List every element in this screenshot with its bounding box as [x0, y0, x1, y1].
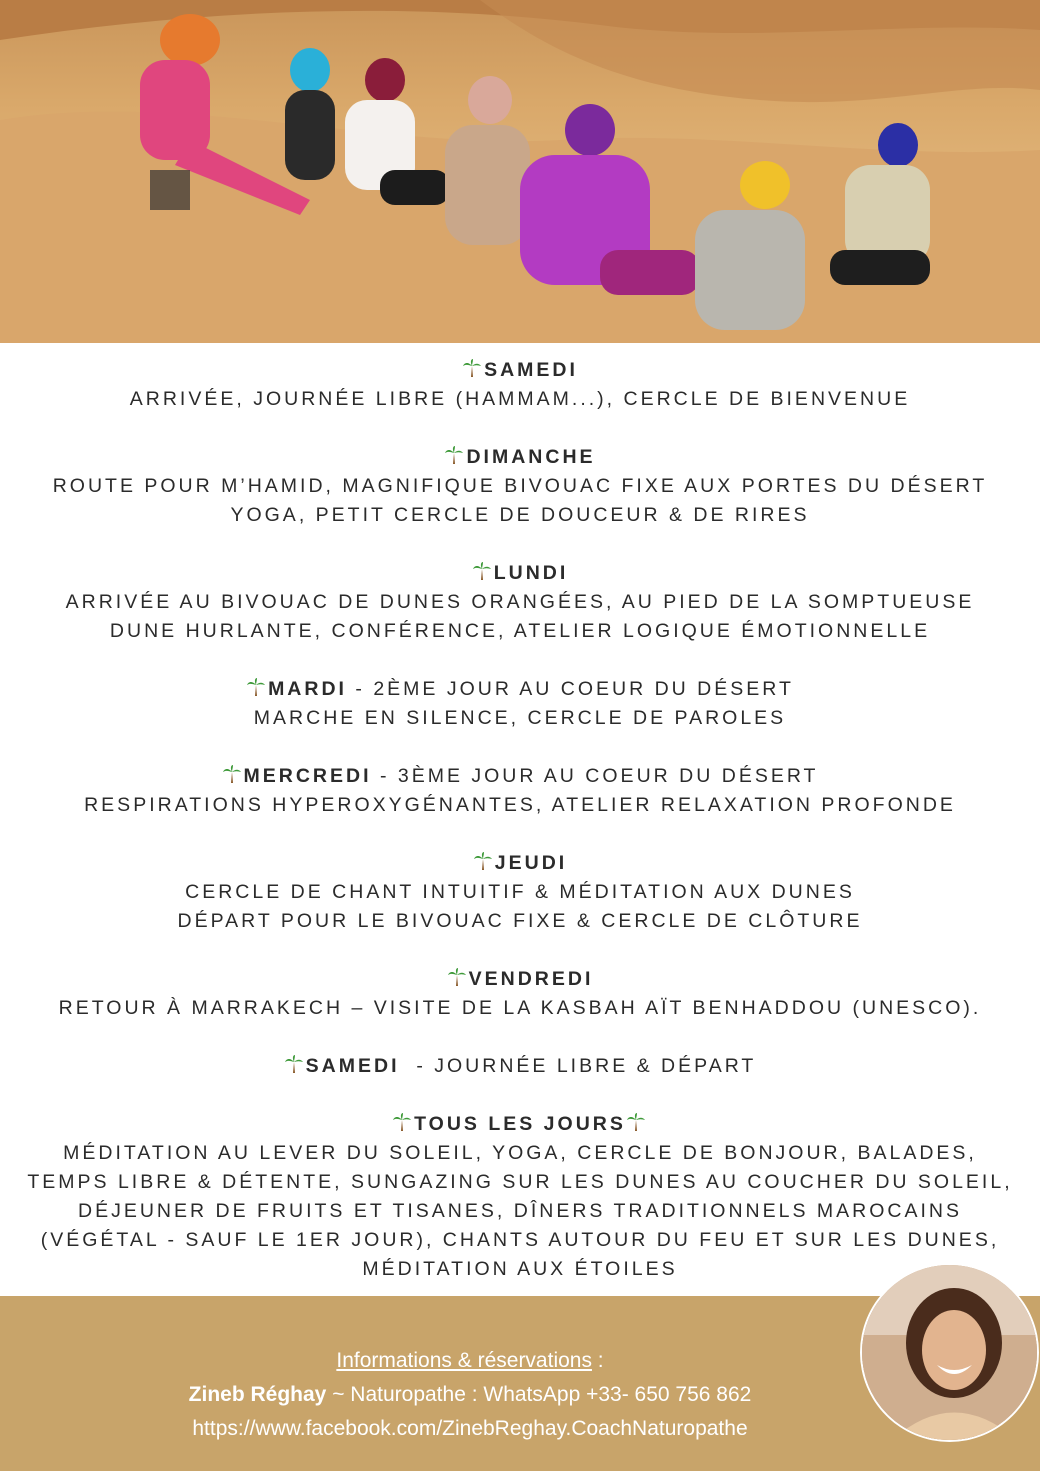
day-line: MARCHE EN SILENCE, CERCLE DE PAROLES: [253, 707, 787, 729]
hero-desert-photo: [0, 0, 1040, 343]
day-block-every-day: [0, 1110, 1040, 1284]
day-line: MÉDITATION AUX ÉTOILES: [362, 1258, 678, 1280]
palm-tree-icon: [284, 1054, 304, 1074]
day-block-saturday: [0, 356, 1040, 414]
day-block-wednesday: [0, 762, 1040, 820]
day-line: ROUTE POUR M’HAMID, MAGNIFIQUE BIVOUAC FIXE AUX PORTES DU DÉSERT: [52, 475, 988, 497]
palm-tree-icon: [392, 1112, 412, 1132]
palm-tree-icon: [447, 967, 467, 987]
day-heading: [0, 1052, 1040, 1081]
day-name: TOUS LES JOURS: [414, 1113, 626, 1135]
day-subtitle: - 3ÈME JOUR AU COEUR DU DÉSERT: [371, 765, 819, 787]
day-name: MARDI: [268, 678, 347, 700]
day-line: TEMPS LIBRE & DÉTENTE, SUNGAZING SUR LES DUNES AU COUCHER DU SOLEIL,: [27, 1171, 1013, 1193]
day-block-tuesday: [0, 675, 1040, 733]
day-block-monday: [0, 559, 1040, 646]
day-subtitle: - JOURNÉE LIBRE & DÉPART: [399, 1055, 757, 1077]
day-block-sunday: [0, 443, 1040, 530]
day-heading: [0, 356, 1040, 385]
palm-tree-icon: [246, 677, 266, 697]
program-schedule: [0, 356, 1040, 1313]
palm-tree-icon: [472, 561, 492, 581]
day-line: ARRIVÉE AU BIVOUAC DE DUNES ORANGÉES, AU PIED DE LA SOMPTUEUSE: [65, 591, 975, 613]
day-heading: [0, 1110, 1040, 1139]
day-block-saturday-departure: [0, 1052, 1040, 1081]
day-name: LUNDI: [493, 562, 569, 584]
day-name: DIMANCHE: [466, 446, 596, 468]
day-heading: [0, 559, 1040, 588]
day-block-thursday: [0, 849, 1040, 936]
palm-tree-icon: [222, 764, 242, 784]
day-name: VENDREDI: [468, 968, 594, 990]
day-line: DUNE HURLANTE, CONFÉRENCE, ATELIER LOGIQUE ÉMOTIONNELLE: [109, 620, 931, 642]
facebook-link[interactable]: https://www.facebook.com/ZinebReghay.CoachNaturopathe: [192, 1417, 748, 1440]
palm-tree-icon: [444, 445, 464, 465]
day-line: RESPIRATIONS HYPEROXYGÉNANTES, ATELIER RELAXATION PROFONDE: [84, 794, 956, 816]
contact-info: [0, 1344, 940, 1446]
day-name: SAMEDI: [305, 1055, 400, 1077]
day-line: ARRIVÉE, JOURNÉE LIBRE (HAMMAM...), CERCLE DE BIENVENUE: [129, 388, 911, 410]
contact-role-phone: ~ Naturopathe : WhatsApp +33- 650 756 862: [326, 1383, 752, 1406]
day-name: MERCREDI: [243, 765, 372, 787]
day-heading: [0, 675, 1040, 704]
info-colon: :: [591, 1349, 604, 1372]
day-heading: [0, 443, 1040, 472]
day-line: RETOUR À MARRAKECH – VISITE DE LA KASBAH AÏT BENHADDOU (UNESCO).: [58, 997, 982, 1019]
day-heading: [0, 762, 1040, 791]
contact-line: [0, 1378, 940, 1412]
day-subtitle: - 2ÈME JOUR AU COEUR DU DÉSERT: [346, 678, 794, 700]
palm-tree-icon: [462, 358, 482, 378]
day-line: MÉDITATION AU LEVER DU SOLEIL, YOGA, CERCLE DE BONJOUR, BALADES,: [63, 1142, 977, 1164]
day-line: YOGA, PETIT CERCLE DE DOUCEUR & DE RIRES: [230, 504, 810, 526]
day-heading: [0, 965, 1040, 994]
day-block-friday: [0, 965, 1040, 1023]
day-name: JEUDI: [494, 852, 568, 874]
day-line: CERCLE DE CHANT INTUITIF & MÉDITATION AUX DUNES: [185, 881, 855, 903]
day-line: (VÉGÉTAL - SAUF LE 1ER JOUR), CHANTS AUTOUR DU FEU ET SUR LES DUNES,: [40, 1229, 1000, 1251]
palm-tree-icon: [473, 851, 493, 871]
palm-tree-icon: [626, 1112, 646, 1132]
day-line: DÉPART POUR LE BIVOUAC FIXE & CERCLE DE CLÔTURE: [177, 910, 863, 932]
info-title-link[interactable]: Informations & réservations: [336, 1349, 592, 1372]
day-line: DÉJEUNER DE FRUITS ET TISANES, DÎNERS TRADITIONNELS MAROCAINS: [77, 1200, 963, 1222]
avatar: [862, 1265, 1037, 1440]
info-title-row: [0, 1344, 940, 1378]
contact-name: Zineb Réghay: [188, 1383, 327, 1406]
portrait-photo-icon: [862, 1265, 1037, 1440]
day-heading: [0, 849, 1040, 878]
day-name: SAMEDI: [484, 359, 578, 381]
